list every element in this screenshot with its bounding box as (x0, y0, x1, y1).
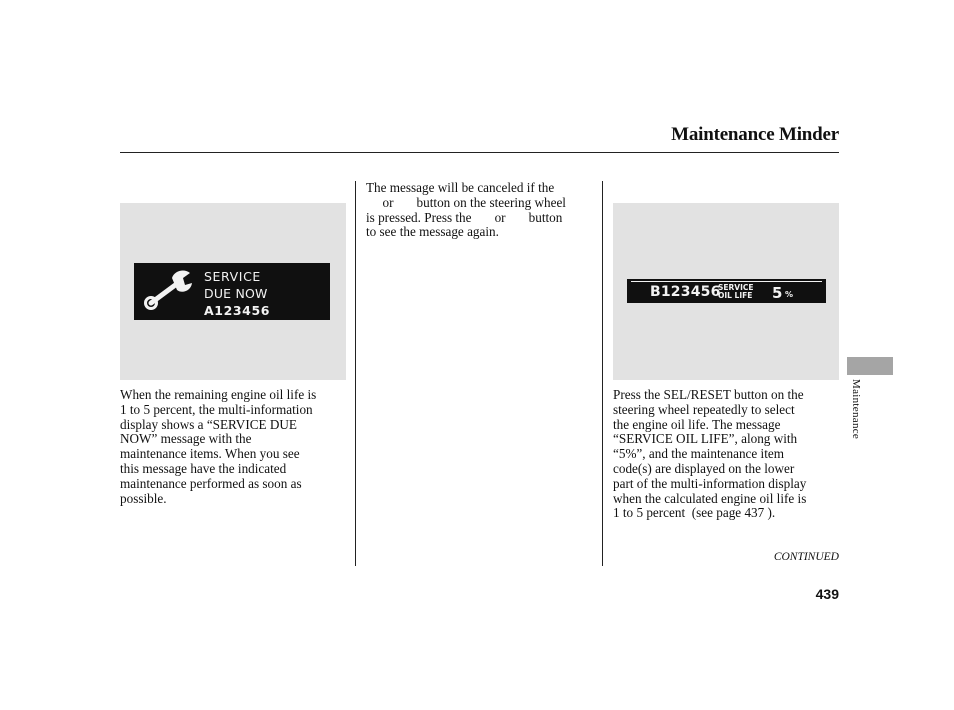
left-column-text: When the remaining engine oil life is 1 to 5 percent, the multi-information display shows a “SERVICE DUE NOW” message with the maintenance items. When you see this message have the indicated maintenance performed as soon as possible. (120, 387, 317, 506)
display-top-line (631, 281, 822, 282)
right-column-text: Press the SEL/RESET button on the steering wheel repeatedly to select the engine oil life. The message “SERVICE OIL LIFE”, along with “5%”, and the maintenance item code(s) are displayed on the lower part of the multi-information display when the calculated engine oil life is 1 to 5 percent (see page 437 ). (613, 387, 807, 521)
section-tab (847, 357, 893, 375)
wrench-icon (142, 268, 194, 312)
oil-life-code: B123456 (650, 284, 721, 300)
middle-column-text: The message will be canceled if the or button on the steering wheel is pressed. Press the or button to see the message again. (366, 180, 566, 240)
display-line-due-now: DUE NOW (204, 286, 268, 301)
oil-life-display (627, 279, 826, 303)
continued-label: CONTINUED (773, 551, 839, 563)
oil-life-percent-sign: % (785, 290, 794, 299)
page-title: Maintenance Minder (671, 124, 839, 145)
oil-life-label: OIL LIFE (718, 291, 753, 300)
maintenance-code: A123456 (204, 303, 271, 318)
page-number: 439 (815, 586, 839, 602)
service-label: SERVICE (718, 283, 754, 292)
column-divider-left (355, 181, 356, 566)
section-tab-label: Maintenance (850, 379, 862, 440)
display-line-service: SERVICE (204, 269, 261, 284)
service-due-display (134, 263, 330, 320)
title-rule (120, 152, 839, 153)
column-divider-right (602, 181, 603, 566)
service-due-illustration (120, 203, 346, 380)
oil-life-illustration (613, 203, 839, 380)
oil-life-percent-value: 5 (772, 284, 783, 302)
